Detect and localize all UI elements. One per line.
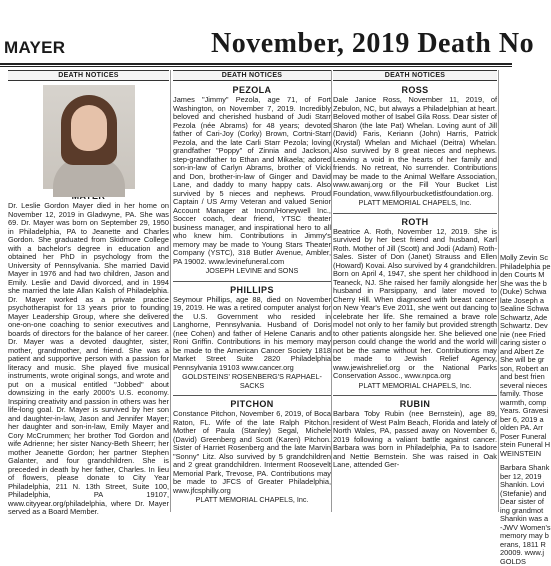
notice-text-fragment: stein Funeral H: [500, 441, 512, 450]
notice-text-fragment: late Joseph a: [500, 297, 512, 306]
column-divider: [331, 70, 332, 512]
notice-text: Dr. Leslie Gordon Mayer died in her home on November 12, 2019 in Gladwyne, PA. She was 69. Dr. Mayer was born on September 29, 1950 in Philadelphia, PA to Jeanette and Charles Gordon. She graduated from Skidmore College with a bachelor's degree in education and obtained her PhD in psychology from the University of Pennsylvania. She married David Mayer in 1976 and had two children, Jason and Emily. Leslie and David divorced, and in 1994 she married the late Allan Kalish of Philadelphia. Dr. Mayer worked as a private practice psychotherapist for 13 years prior to founding Mayer Leadership Group, where she delivered one-on-one coaching to senior executives and boards of directors for the balance of her career. Dr. Mayer was a devoted daughter, sister, mother, grandmother, and friend. She was a patient and supportive person with a passion for literacy and music. She played five musical instruments, wrote original songs, and wrote and put on a musical entitled "Jobbed" about downsizing in the early 2000's U.S. economy. Inspiring creativity and passion in others was her life-long goal. Dr. Mayer is survived by her son and daughter-in-law, Jason and Jennifer Mayer; her daughter and son-in-law, Emily Mayer and Cory McCrummen; her brother Tod Gordon and wife Adrienne; her sister Nancy-Beth Sheerr; her mother Jeanette Gordon; her partner Stephen Galanter, and four grandchildren. She is preceded in death by her father, Charles. In lieu of flowers, please donate to City Year Philadelphia, 211 N. 13th Street, Suite 100, Philadelphia, PA 19107, www.cityyear.org/philadelphia, where Dr. Mayer served as a Board Member.: [8, 202, 169, 517]
notice-text-fragment: Philadelphia pe: [500, 263, 512, 272]
column-4-partial: [500, 254, 512, 512]
notice-text-fragment: ing grandmot: [500, 507, 512, 516]
page-header: [0, 0, 512, 66]
notice-text-fragment: Schwartz, Ade: [500, 314, 512, 323]
notice-text-fragment: nie (nee Fried: [500, 331, 512, 340]
notice-text-fragment: 20009. www.j: [500, 549, 512, 558]
notice-text-fragment: ber 6, 2019 a: [500, 416, 512, 425]
notice-text: Seymour Phillips, age 88, died on November 19, 2019. He was a retired computer analyst for the U.S. Government who resided in Langhorne, Pennsylvania. Husband of Doris (nee Cohen) and father of Helene Canaris and Roni Griffin. Contributions in his memory may be made to the American Cancer Society 1818 Market Street Suite 2820 Philadelphia Pennsylvania 19103 www.cancer.org: [173, 296, 331, 373]
notice-text-fragment: Years. Gravesi: [500, 407, 512, 416]
notice-text-fragment: Dear sister of: [500, 498, 512, 507]
notice-divider: [173, 395, 331, 396]
notice-text-fragment: Barbara Shank: [500, 464, 512, 473]
notice-text: Dale Janice Ross, November 11, 2019, of Zebulon, NC, but always a Philadelphian at heart. Beloved mother of Isabel Gila Ross. Dear sister of Sharon (the late Pat) Whelan. Loving aunt of Jill (David) Faris, Keriann (John) Harris, Patrick (Krystal) Whelan and Michael (Deitra) Whelan. Also survived by 8 great nieces and nephews. Leaving a void in the hearts of her family and friends. No retreat, No surrender. Contributions may be made to the Animal Welfare Association, www.awanj.org or the Fill Your Bucket List Foundation, www.fillyourbucketlistfoundation.org.: [333, 96, 497, 198]
column-heading: DEATH NOTICES: [173, 70, 331, 81]
notice-text-fragment: memory may b: [500, 532, 512, 541]
notice-text-fragment: ber 12, 2019: [500, 473, 512, 482]
page-title: November, 2019 Death No: [211, 28, 534, 60]
notice-text-fragment: den Courts M: [500, 271, 512, 280]
notice-name: RUBIN: [333, 399, 497, 409]
notice-name: PITCHON: [173, 399, 331, 409]
notice-text-fragment: and best frien: [500, 373, 512, 382]
notice-name: ROTH: [333, 217, 497, 227]
column-heading: DEATH NOTICES: [8, 70, 169, 81]
notice-text-fragment: -JWV Women's: [500, 524, 512, 533]
notice-text: James "Jimmy" Pezola, age 71, of Fort Washington, on November 7, 2019. Incredibly beloved and cherished husband of Judi Starr Pezola (née Abrams) for 48 years; devoted father of Cari-Joy (Corky) Brown, Cortni-Starr Pezola, and the late Carli Starr Pezola; loving grandfather "Poppy" of Zinnia and Jackson, step-grandfather to Ethan and Mikaela; adored son-in-law of Carlyn Abrams, brother of Vicki and Don, brother-in-law of Ginger and David Lane, and daddy to many happy cats. Also survived by 5 nieces and nephews. Proud Captain / US Army Veteran and valued Senior Account Manager at Incom/Honeywell Inc., Soccer coach, dear friend, YTSC theater business manager, and inspirational hero to all who knew him. Contributions in Jimmy's memory may be made to Young Stars Theater Company (YSTC), 318 Butler Avenue, Ambler, PA 19002. www.levinefuneral.com: [173, 96, 331, 266]
notice-name: PHILLIPS: [173, 285, 331, 295]
notice-text-fragment: olden PA. Arr: [500, 424, 512, 433]
notice-text: Barbara Toby Rubin (nee Bernstein), age 89, resident of West Palm Beach, Florida and lately of North Wales, PA, passed away on November 6, 2019 following a valiant battle against cancer. Barbara was born in Philadelphia, Pa to Isadore and Nettie Bernstein. She was raised in Oak Lane, attended Ger-: [333, 410, 497, 470]
header-rule: [0, 63, 512, 65]
notice-text-fragment: caring sister o: [500, 339, 512, 348]
notice-text-fragment: and Albert Ze: [500, 348, 512, 357]
notice-text-fragment: son, Robert an: [500, 365, 512, 374]
notice-text-fragment: She will be gr: [500, 356, 512, 365]
notice-name: PEZOLA: [173, 85, 331, 95]
column-2: [173, 70, 331, 512]
header-rule-thin: [0, 66, 512, 67]
notice-text-fragment: Schwartz. Dev: [500, 322, 512, 331]
notice-text-fragment: Poser Funeral: [500, 433, 512, 442]
column-1: [8, 70, 169, 512]
notice-text-fragment: several nieces: [500, 382, 512, 391]
funeral-home-signature: WEINSTEIN: [500, 450, 512, 459]
column-3: [333, 70, 497, 512]
column-divider: [498, 70, 499, 512]
notice-text-fragment: Molly Zevin Sc: [500, 254, 512, 263]
notice-text: Constance Pitchon, November 6, 2019, of Boca Raton, FL. Wife of the late Ralph Pitchon. Mother of Paula (Stanley) Segal, Michele (David) Greenberg and Scott (Karen) Pitchon. Sister of Harriet Rosenberg and the late Marvin "Sonny" Litz. Also survived by 5 grandchildren and 2 great grandchildren. Interment Roosevelt Memorial Park, Trevose, PA. Contributions may be made to JFCS of Greater Philadelphia, www.jfcsphilly.org: [173, 410, 331, 495]
funeral-home-signature: PLATT MEMORIAL CHAPELS, Inc.: [333, 199, 497, 208]
notice-divider: [333, 395, 497, 396]
notice-text-fragment: Shankin was a: [500, 515, 512, 524]
funeral-home-signature: PLATT MEMORIAL CHAPELS, Inc.: [333, 382, 497, 391]
column-divider: [170, 70, 171, 512]
funeral-home-signature: JOSEPH LEVINE and SONS: [173, 267, 331, 276]
funeral-home-signature: GOLDSTEINS' ROSENBERG'S RAPHAEL-SACKS: [173, 373, 331, 390]
notice-divider: [173, 281, 331, 282]
column-heading: DEATH NOTICES: [333, 70, 497, 81]
notice-text-fragment: She was the b: [500, 280, 512, 289]
notice-name: ROSS: [333, 85, 497, 95]
notice-text: Beatrice A. Roth, November 12, 2019. She is survived by her best friend and husband, Karl Roth. Mother of Jill (Scott) and Jodi (Adam) Roth-Sales. Sister of Don (Janet) Strauss and Ellen (Howard) Kovai. Also survived by 4 grandchildren. Born on April 4, 1947, she spent her childhood in Teaneck, NJ. She raised her family alongside her husband in Parsippany, and later moved to Cherry Hill. When diagnosed with breast cancer on New Year's Eve 2011, she went out dancing to celebrate her life. She remained a brave role model not only to her family but provided strength to other patients alongside her. She believed one person could change the world and the world will not be the same without her. Contributions may be made to Jewish Relief Agency, www.jewishrelief.org or the National Parks Conservation Assoc., www.npca.org: [333, 228, 497, 381]
notice-text-fragment: (Duke) Schwa: [500, 288, 512, 297]
funeral-home-signature: GOLDS: [500, 558, 512, 566]
notice-text-fragment: warmth, comp: [500, 399, 512, 408]
notice-text-fragment: family. Those: [500, 390, 512, 399]
section-label: MAYER: [4, 38, 65, 58]
notice-text-fragment: Shankin. Lovi: [500, 481, 512, 490]
portrait-photo: [43, 85, 135, 189]
funeral-home-signature: PLATT MEMORIAL CHAPELS, Inc.: [173, 496, 331, 505]
notice-text-fragment: Sealine Schwa: [500, 305, 512, 314]
notice-divider: [333, 213, 497, 214]
notice-text-fragment: (Stefanie) and: [500, 490, 512, 499]
notice-text-fragment: erans, 1811 R: [500, 541, 512, 550]
